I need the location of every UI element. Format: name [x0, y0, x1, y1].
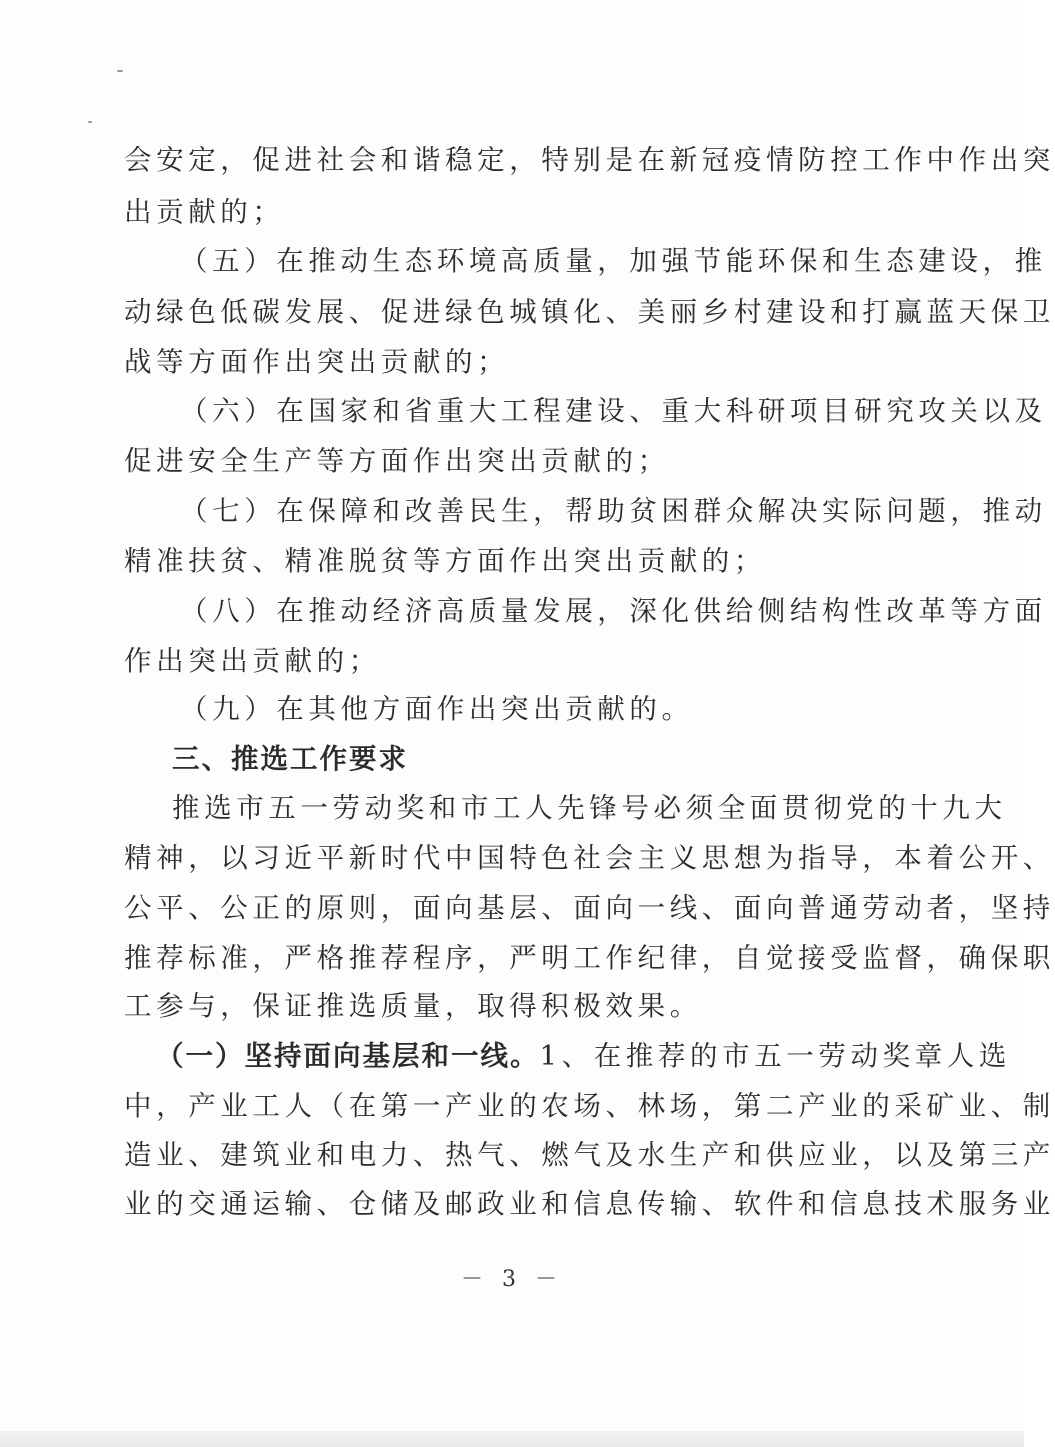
paragraph-first-line: 推选市五一劳动奖和市工人先锋号必须全面贯彻党的十九大	[172, 792, 1007, 824]
body-line: 推荐标准，严格推荐程序，严明工作纪律，自觉接受监督，确保职	[124, 942, 1055, 974]
clause-8-line: （八）在推动经济高质量发展，深化供给侧结构性改革等方面	[180, 595, 1047, 627]
body-line: 中，产业工人（在第一产业的农场、林场，第二产业的采矿业、制	[124, 1090, 1055, 1122]
body-line: 业的交通运输、仓储及邮政业和信息传输、软件和信息技术服务业	[124, 1188, 1055, 1220]
clause-6-line: （六）在国家和省重大工程建设、重大科研项目研究攻关以及	[180, 395, 1047, 427]
section-heading: 三、推选工作要求	[172, 743, 408, 775]
body-line: 造业、建筑业和电力、热气、燃气及水生产和供应业，以及第三产	[124, 1139, 1055, 1171]
body-line: 会安定，促进社会和谐稳定，特别是在新冠疫情防控工作中作出突	[124, 144, 1055, 176]
scan-speck	[88, 121, 92, 123]
body-line: 战等方面作出突出贡献的；	[124, 346, 510, 378]
clause-7-line: （七）在保障和改善民生，帮助贫困群众解决实际问题，推动	[180, 495, 1047, 527]
body-line: 促进安全生产等方面作出突出贡献的；	[124, 445, 670, 477]
body-line: 动绿色低碳发展、促进绿色城镇化、美丽乡村建设和打赢蓝天保卫	[124, 296, 1055, 328]
body-line: 作出突出贡献的；	[124, 645, 381, 677]
scan-bottom-edge	[0, 1431, 1024, 1447]
subsection-line	[156, 1036, 1011, 1076]
subsection-text: 1、在推荐的市五一劳动奖章人选	[539, 1040, 1011, 1072]
body-line: 工参与，保证推选质量，取得积极效果。	[124, 990, 702, 1022]
body-line: 精神，以习近平新时代中国特色社会主义思想为指导，本着公开、	[124, 842, 1055, 874]
page-number: － 3 －	[461, 1267, 563, 1292]
clause-9-line: （九）在其他方面作出突出贡献的。	[180, 693, 694, 725]
scan-speck	[117, 70, 123, 72]
subsection-lead: （一）坚持面向基层和一线。	[156, 1040, 540, 1072]
clause-5-line: （五）在推动生态环境高质量，加强节能环保和生态建设，推	[180, 245, 1047, 277]
body-line: 公平、公正的原则，面向基层、面向一线、面向普通劳动者，坚持	[124, 892, 1055, 924]
body-line: 精准扶贫、精准脱贫等方面作出突出贡献的；	[124, 545, 766, 577]
body-line: 出贡献的；	[124, 196, 285, 228]
